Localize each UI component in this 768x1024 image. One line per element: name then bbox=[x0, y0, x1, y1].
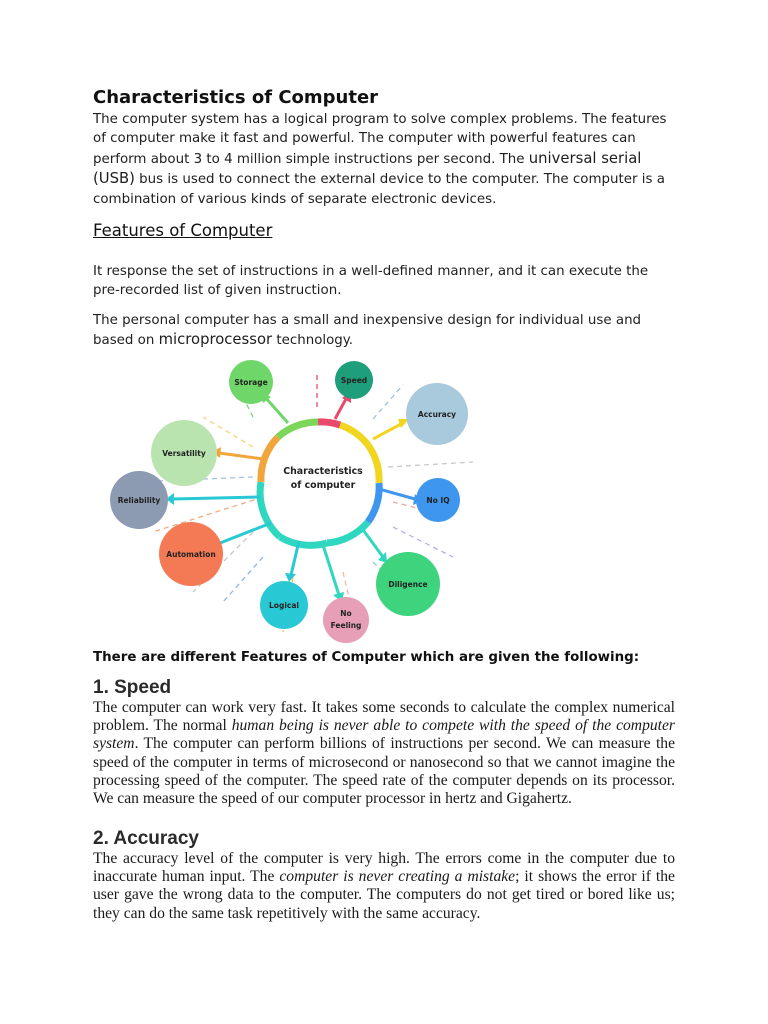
accuracy-text-1: The accuracy level of the computer is very high. The errors come in the computer due to inaccurate human input. The bbox=[93, 850, 675, 886]
para2-text-2: technology. bbox=[272, 333, 354, 349]
intro-text-1: The computer system has a logical program to solve complex problems. The features of computer make it fast and powerful. The computer with powerful features can perform about 3 to 4 million simple instructions per second. The bbox=[93, 112, 667, 167]
node-reliability-label: Reliability bbox=[117, 496, 161, 505]
node-logical bbox=[260, 581, 308, 629]
document-header bbox=[93, 86, 675, 209]
node-versatility bbox=[151, 420, 217, 486]
accuracy-emphasis: computer is never creating a mistake bbox=[279, 868, 516, 886]
node-automation-label: Automation bbox=[166, 550, 216, 559]
page-title: Characteristics of Computer bbox=[93, 87, 379, 108]
features-heading: Features of Computer bbox=[93, 221, 273, 240]
node-no-feeling-label-1: No bbox=[340, 609, 352, 618]
section-accuracy bbox=[93, 828, 675, 923]
node-storage bbox=[229, 360, 273, 404]
node-no-iq-label: No IQ bbox=[426, 496, 450, 505]
features-para-2-wrap bbox=[93, 311, 675, 351]
node-accuracy-label: Accuracy bbox=[417, 410, 457, 419]
center-label-line-2: of computer bbox=[290, 480, 356, 491]
features-para-1-wrap bbox=[93, 262, 675, 301]
microprocessor-link-text: microprocessor bbox=[158, 331, 273, 349]
node-no-feeling bbox=[323, 597, 369, 643]
node-accuracy bbox=[406, 383, 468, 445]
node-speed-label: Speed bbox=[340, 376, 368, 385]
intro-text-2: bus is used to connect the external device to the computer. The computer is a combination of various kinds of separate electronic devices. bbox=[93, 172, 665, 207]
para2-text-1: The personal computer has a small and inexpensive design for individual use and based on bbox=[93, 313, 642, 349]
node-speed bbox=[335, 361, 373, 399]
node-diligence-label: Diligence bbox=[388, 580, 428, 589]
usb-link-text: universal serial (USB) bbox=[93, 149, 642, 188]
features-section bbox=[93, 220, 675, 242]
speed-text-1: The computer can work very fast. It takes some seconds to calculate the complex numerical problem. The normal bbox=[93, 699, 675, 735]
features-paragraph-1: It response the set of instructions in a well-defined manner, and it can execute the pre-recorded list of given instruction. bbox=[93, 264, 649, 299]
center-label-line-1: Characteristics bbox=[283, 466, 363, 477]
node-no-iq bbox=[416, 478, 460, 522]
node-reliability bbox=[110, 471, 168, 529]
speed-emphasis: human being is never able to compete with the speed of the computer system bbox=[93, 717, 675, 753]
features-paragraph-2 bbox=[93, 311, 675, 351]
node-diligence bbox=[376, 552, 440, 616]
node-storage-label: Storage bbox=[234, 378, 268, 387]
intro-paragraph bbox=[93, 110, 675, 209]
node-automation bbox=[159, 522, 223, 586]
accuracy-text-2: ; it shows the error if the user gave the wrong data to the computer. The computers do not get tired or bored like us; they can do the same task repetitively with the same accuracy. bbox=[93, 868, 675, 922]
accuracy-paragraph bbox=[93, 850, 675, 923]
list-intro: There are different Features of Computer which are given the following: bbox=[93, 650, 640, 665]
speed-heading: 1. Speed bbox=[93, 677, 172, 698]
section-speed bbox=[93, 677, 675, 808]
speed-text-2: . The computer can perform billions of instructions per second. We can measure the speed of the computer in terms of microsecond or nanosecond so that we cannot imagine the processing speed of the computer. The speed rate of the computer depends on its processor. We can measure the speed of our computer processor in hertz and Gigahertz. bbox=[93, 735, 675, 808]
accuracy-heading: 2. Accuracy bbox=[93, 828, 199, 849]
node-versatility-label: Versatility bbox=[162, 449, 206, 458]
node-logical-label: Logical bbox=[269, 601, 299, 610]
node-no-feeling-label-2: Feeling bbox=[330, 621, 362, 630]
speed-paragraph bbox=[93, 699, 675, 808]
characteristics-diagram bbox=[103, 357, 473, 645]
